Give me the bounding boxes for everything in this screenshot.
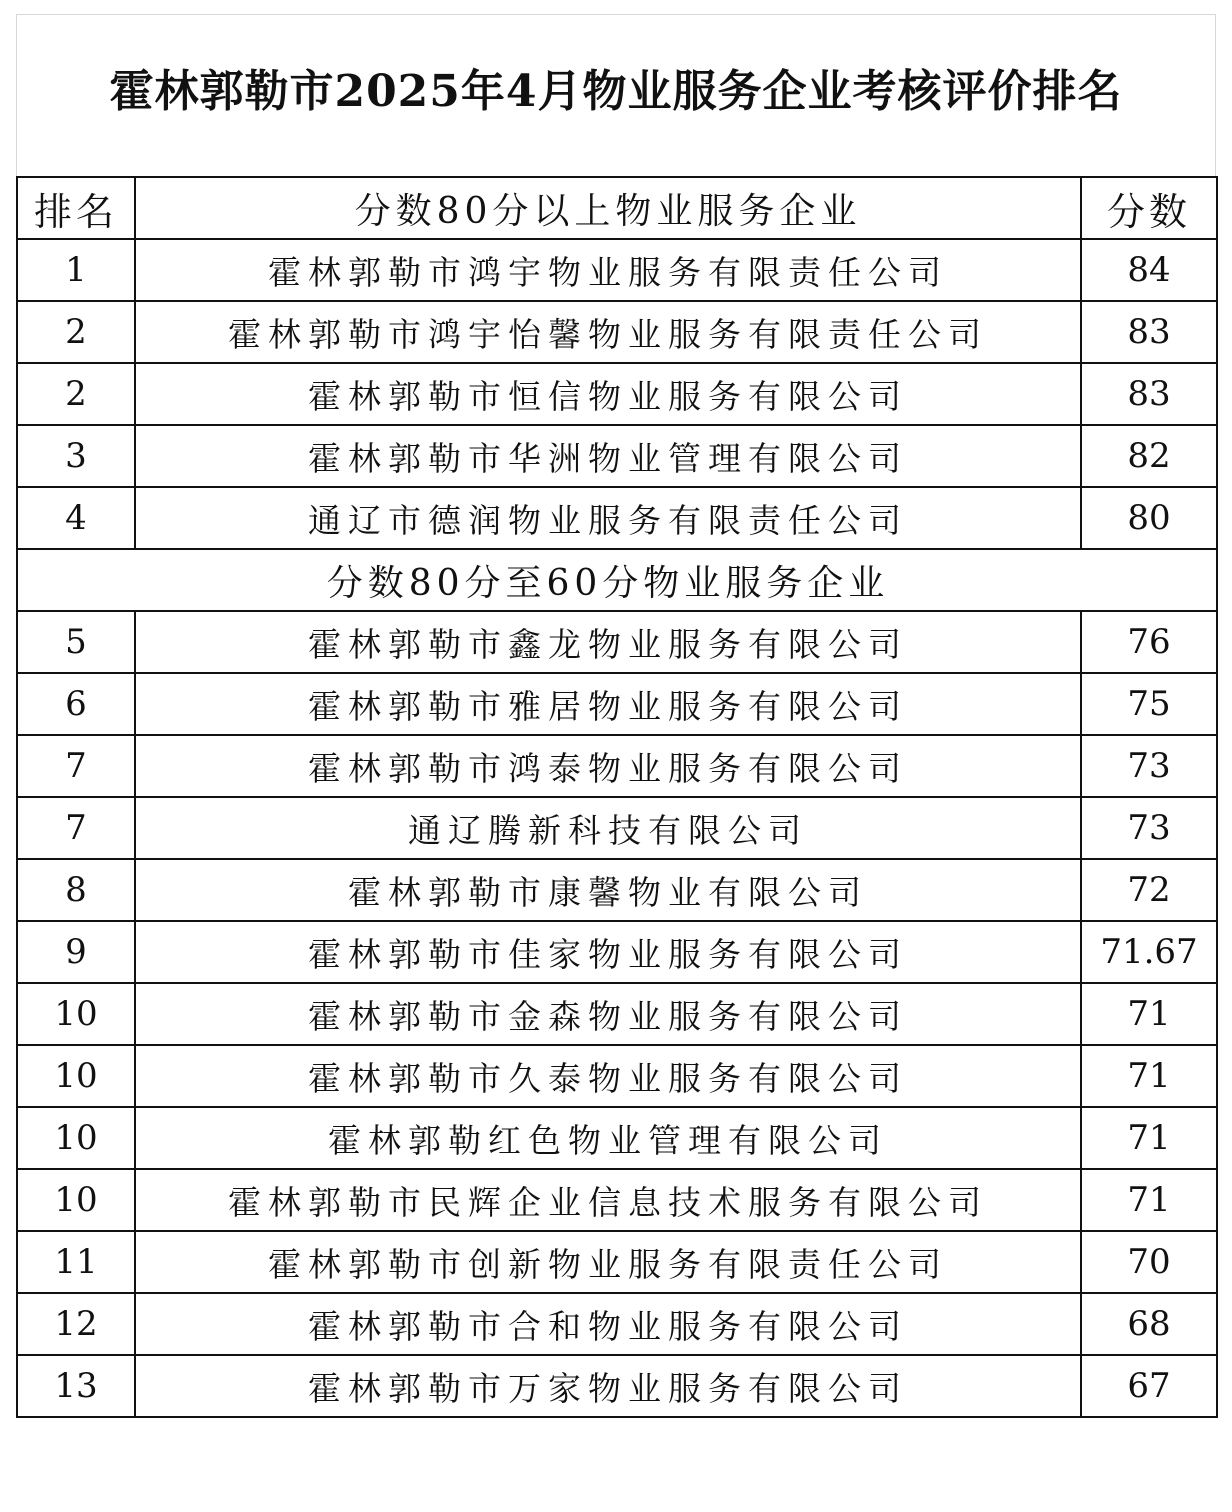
table-row xyxy=(17,1107,1217,1169)
score-cell: 82 xyxy=(1081,425,1217,487)
score-cell: 70 xyxy=(1081,1231,1217,1293)
company-name-cell: 霍林郭勒市民辉企业信息技术服务有限公司 xyxy=(135,1169,1081,1231)
table-row xyxy=(17,921,1217,983)
rank-cell: 10 xyxy=(17,1169,135,1231)
rank-cell: 3 xyxy=(17,425,135,487)
score-cell: 76 xyxy=(1081,611,1217,673)
score-cell: 71.67 xyxy=(1081,921,1217,983)
company-name-cell: 霍林郭勒市华洲物业管理有限公司 xyxy=(135,425,1081,487)
rank-cell: 13 xyxy=(17,1355,135,1417)
rank-cell: 12 xyxy=(17,1293,135,1355)
company-name-cell: 霍林郭勒市鸿宇怡馨物业服务有限责任公司 xyxy=(135,301,1081,363)
rank-cell: 2 xyxy=(17,301,135,363)
section2-header: 分数80分至60分物业服务企业 xyxy=(135,549,1081,611)
score-cell: 72 xyxy=(1081,859,1217,921)
rank-cell: 7 xyxy=(17,797,135,859)
company-name-cell: 霍林郭勒市金森物业服务有限公司 xyxy=(135,983,1081,1045)
score-cell: 80 xyxy=(1081,487,1217,549)
rank-cell: 5 xyxy=(17,611,135,673)
ranking-table xyxy=(16,176,1218,1418)
score-cell: 83 xyxy=(1081,301,1217,363)
company-name-cell: 霍林郭勒市鑫龙物业服务有限公司 xyxy=(135,611,1081,673)
table-row xyxy=(17,611,1217,673)
rank-cell: 8 xyxy=(17,859,135,921)
table-row xyxy=(17,239,1217,301)
table-row xyxy=(17,673,1217,735)
rank-cell: 4 xyxy=(17,487,135,549)
rank-column-header: 排名 xyxy=(17,177,135,239)
section2-header-spacer-left xyxy=(17,549,135,611)
rank-cell: 7 xyxy=(17,735,135,797)
company-name-cell: 霍林郭勒红色物业管理有限公司 xyxy=(135,1107,1081,1169)
rank-cell: 10 xyxy=(17,983,135,1045)
score-cell: 73 xyxy=(1081,797,1217,859)
company-name-cell: 霍林郭勒市久泰物业服务有限公司 xyxy=(135,1045,1081,1107)
company-name-cell: 霍林郭勒市鸿泰物业服务有限公司 xyxy=(135,735,1081,797)
score-cell: 75 xyxy=(1081,673,1217,735)
table-row xyxy=(17,1045,1217,1107)
rank-cell: 10 xyxy=(17,1107,135,1169)
table-row xyxy=(17,1169,1217,1231)
company-name-cell: 霍林郭勒市万家物业服务有限公司 xyxy=(135,1355,1081,1417)
section1-header: 分数80分以上物业服务企业 xyxy=(135,177,1081,239)
score-cell: 84 xyxy=(1081,239,1217,301)
rank-cell: 9 xyxy=(17,921,135,983)
table-row xyxy=(17,301,1217,363)
table-row xyxy=(17,1231,1217,1293)
company-name-cell: 霍林郭勒市恒信物业服务有限公司 xyxy=(135,363,1081,425)
score-cell: 73 xyxy=(1081,735,1217,797)
rank-cell: 11 xyxy=(17,1231,135,1293)
table-row xyxy=(17,859,1217,921)
company-name-cell: 霍林郭勒市康馨物业有限公司 xyxy=(135,859,1081,921)
company-name-cell: 霍林郭勒市雅居物业服务有限公司 xyxy=(135,673,1081,735)
score-cell: 68 xyxy=(1081,1293,1217,1355)
company-name-cell: 霍林郭勒市佳家物业服务有限公司 xyxy=(135,921,1081,983)
table-row xyxy=(17,363,1217,425)
company-name-cell: 通辽市德润物业服务有限责任公司 xyxy=(135,487,1081,549)
header-row xyxy=(17,177,1217,239)
score-cell: 71 xyxy=(1081,1107,1217,1169)
rank-cell: 2 xyxy=(17,363,135,425)
rank-cell: 6 xyxy=(17,673,135,735)
score-cell: 83 xyxy=(1081,363,1217,425)
company-name-cell: 通辽腾新科技有限公司 xyxy=(135,797,1081,859)
company-name-cell: 霍林郭勒市鸿宇物业服务有限责任公司 xyxy=(135,239,1081,301)
score-cell: 67 xyxy=(1081,1355,1217,1417)
table-row xyxy=(17,425,1217,487)
rank-cell: 1 xyxy=(17,239,135,301)
score-cell: 71 xyxy=(1081,1169,1217,1231)
table-row xyxy=(17,487,1217,549)
company-name-cell: 霍林郭勒市创新物业服务有限责任公司 xyxy=(135,1231,1081,1293)
rank-cell: 10 xyxy=(17,1045,135,1107)
table-row xyxy=(17,735,1217,797)
score-column-header: 分数 xyxy=(1081,177,1217,239)
ranking-table-body xyxy=(17,177,1217,1417)
score-cell: 71 xyxy=(1081,1045,1217,1107)
score-cell: 71 xyxy=(1081,983,1217,1045)
table-row xyxy=(17,797,1217,859)
table-row xyxy=(17,1355,1217,1417)
company-name-cell: 霍林郭勒市合和物业服务有限公司 xyxy=(135,1293,1081,1355)
section2-header-row xyxy=(17,549,1217,611)
table-row xyxy=(17,1293,1217,1355)
page-title: 霍林郭勒市2025年4月物业服务企业考核评价排名 xyxy=(109,66,1123,117)
table-row xyxy=(17,983,1217,1045)
section2-header-spacer-right xyxy=(1081,549,1217,611)
